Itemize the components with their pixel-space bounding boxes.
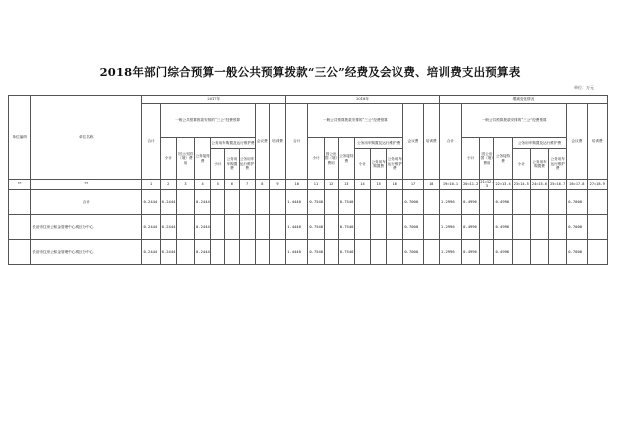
value-cell [549, 189, 567, 214]
value-cell [587, 214, 607, 239]
value-cell [371, 189, 387, 214]
value-cell [387, 214, 403, 239]
value-cell [354, 189, 370, 214]
value-cell: 1.4440 [286, 189, 308, 214]
unit-code-cell [9, 214, 31, 239]
header-abroad: 因公出国（境）费用 [480, 138, 494, 180]
value-cell: 1.4440 [286, 214, 308, 239]
value-cell: 1.2996 [439, 189, 461, 214]
index-cell: 8 [255, 180, 269, 190]
value-cell [530, 214, 548, 239]
index-star: ** [31, 180, 142, 190]
value-cell [176, 239, 194, 264]
header-abroad: 因公出国（境）费用 [176, 138, 194, 180]
value-cell [423, 239, 439, 264]
table-row [9, 239, 608, 264]
header-reception: 公务接待费 [338, 138, 354, 180]
index-cell: 24=15-6 [530, 180, 548, 190]
value-cell: 0.7000 [567, 189, 587, 214]
header-change: 增减变化情况 [439, 96, 607, 104]
header-vehicle-run: 公务用车运行维护费 [387, 149, 403, 180]
value-cell [225, 189, 239, 214]
value-cell [387, 239, 403, 264]
value-cell [371, 214, 387, 239]
unit-name-cell: 合计 [31, 189, 142, 214]
index-cell: 10 [286, 180, 308, 190]
value-cell [225, 239, 239, 264]
value-cell [530, 189, 548, 214]
header-unit-name: 单位名称 [31, 96, 142, 180]
header-subtotal: 小计 [462, 138, 480, 180]
value-cell: 0.4996 [462, 239, 480, 264]
value-cell [480, 214, 494, 239]
value-cell: 0.2444 [142, 189, 160, 214]
header-vehicle: 公务用车购置及运行维护费 [512, 138, 567, 149]
value-cell: 0.2444 [195, 214, 211, 239]
unit-label: 单位：万元 [574, 85, 594, 90]
index-cell: 20=11-2 [462, 180, 480, 190]
value-cell: 1.4440 [286, 239, 308, 264]
index-cell: 23=14-5 [512, 180, 530, 190]
value-cell [587, 189, 607, 214]
index-cell: 5 [211, 180, 225, 190]
header-abroad: 因公出国（境）费用 [324, 138, 338, 180]
value-cell [255, 239, 269, 264]
value-cell: 0.7000 [403, 214, 423, 239]
value-cell: 0.7540 [338, 189, 354, 214]
value-cell [512, 239, 530, 264]
header-2018: 2018年 [286, 96, 440, 104]
header-subtotal: 小计 [160, 138, 176, 180]
value-cell: 0.7540 [308, 214, 324, 239]
value-cell: 0.2444 [160, 214, 176, 239]
value-cell: 0.2444 [160, 189, 176, 214]
value-cell [239, 239, 255, 264]
table-body [9, 189, 608, 264]
header-subtotal: 小计 [354, 149, 370, 180]
value-cell: 0.2444 [142, 239, 160, 264]
value-cell [324, 189, 338, 214]
index-cell: 22=13-4 [494, 180, 512, 190]
value-cell: 0.4996 [494, 214, 512, 239]
value-cell [549, 239, 567, 264]
index-cell: 4 [195, 180, 211, 190]
header-vehicle-run: 公务用车运行维护费 [549, 149, 567, 180]
value-cell [354, 239, 370, 264]
index-cell: 16 [387, 180, 403, 190]
value-cell [225, 214, 239, 239]
header-meeting: 会议费 [567, 104, 587, 180]
value-cell [480, 239, 494, 264]
page-title: 2018年部门综合预算一般公共预算拨款“三公”经费及会议费、培训费支出预算表 [99, 65, 521, 79]
header-2017: 2017年 [142, 96, 286, 104]
value-cell: 0.7540 [338, 214, 354, 239]
header-sub-change: 一般公共预算拨款安排的“三公”经费预算 [462, 104, 567, 138]
value-cell: 0.2444 [160, 239, 176, 264]
value-cell [211, 214, 225, 239]
index-row [9, 180, 608, 190]
value-cell [324, 214, 338, 239]
index-cell: 26=17-8 [567, 180, 587, 190]
value-cell [371, 239, 387, 264]
value-cell: 0.7540 [308, 189, 324, 214]
index-cell: 11 [308, 180, 324, 190]
value-cell [255, 189, 269, 214]
value-cell: 0.4996 [462, 214, 480, 239]
value-cell [423, 214, 439, 239]
index-cell: 9 [269, 180, 285, 190]
value-cell: 0.2444 [142, 214, 160, 239]
value-cell [512, 189, 530, 214]
value-cell [480, 189, 494, 214]
value-cell [512, 214, 530, 239]
index-cell: 13 [338, 180, 354, 190]
value-cell: 0.7540 [338, 239, 354, 264]
index-cell: 25=16-7 [549, 180, 567, 190]
index-cell: 17 [403, 180, 423, 190]
value-cell: 0.7540 [308, 239, 324, 264]
unit-code-cell [9, 189, 31, 214]
header-training: 培训费 [587, 104, 607, 180]
table-row [9, 189, 608, 214]
value-cell: 1.2996 [439, 239, 461, 264]
value-cell [239, 214, 255, 239]
index-cell: 15 [371, 180, 387, 190]
value-cell [211, 239, 225, 264]
value-cell: 1.2996 [439, 214, 461, 239]
header-sub-2017: 一般公共预算拨款安排的“三公”经费预算 [160, 104, 255, 138]
value-cell [354, 214, 370, 239]
header-sub-2018: 一般公共预算拨款安排的“三公”经费预算 [308, 104, 403, 138]
header-training: 培训费 [423, 104, 439, 180]
value-cell: 0.7000 [403, 189, 423, 214]
header-subtotal: 小计 [308, 138, 324, 180]
header-vehicle-purchase: 公务用车购置费 [225, 149, 239, 180]
value-cell [176, 214, 194, 239]
value-cell [387, 189, 403, 214]
unit-code-cell [9, 239, 31, 264]
value-cell [324, 239, 338, 264]
value-cell [587, 239, 607, 264]
value-cell [549, 214, 567, 239]
unit-name-cell: 长治市住房公积金管理中心城区分中心 [31, 239, 142, 264]
header-vehicle: 公务用车购置及运行维护费 [211, 138, 255, 149]
value-cell: 0.7000 [567, 239, 587, 264]
header-meeting: 会议费 [255, 104, 269, 180]
value-cell: 0.2444 [195, 189, 211, 214]
value-cell [269, 214, 285, 239]
budget-table [8, 95, 608, 265]
index-star: ** [9, 180, 31, 190]
table-row [9, 214, 608, 239]
value-cell: 0.4996 [462, 189, 480, 214]
value-cell: 0.4996 [494, 239, 512, 264]
value-cell: 0.7000 [567, 214, 587, 239]
header-unit-code: 单位编码 [9, 96, 31, 180]
value-cell [530, 239, 548, 264]
header-vehicle-purchase: 公务用车购置费 [371, 149, 387, 180]
header-vehicle-purchase: 公务用车购置费 [530, 149, 548, 180]
value-cell [239, 189, 255, 214]
header-total: 合计 [439, 104, 461, 180]
header-vehicle-run: 公务用车运行维护费 [239, 149, 255, 180]
index-cell: 1 [142, 180, 160, 190]
value-cell: 0.4996 [494, 189, 512, 214]
header-total: 合计 [142, 104, 160, 180]
index-cell: 21=12-3 [480, 180, 494, 189]
header-meeting: 会议费 [403, 104, 423, 180]
header-total: 合计 [286, 104, 308, 180]
unit-name-cell: 长治市住房公积金管理中心城区分中心 [31, 214, 142, 239]
value-cell: 0.7000 [403, 239, 423, 264]
header-reception: 公务接待费 [195, 138, 211, 180]
value-cell: 0.2444 [195, 239, 211, 264]
index-cell: 18 [423, 180, 439, 190]
index-cell: 6 [225, 180, 239, 190]
header-subtotal: 小计 [211, 149, 225, 180]
header-vehicle: 公务用车购置及运行维护费 [354, 138, 403, 149]
index-cell: 19=10-1 [439, 180, 461, 190]
header-subtotal: 小计 [512, 149, 530, 180]
index-cell: 27=18-9 [587, 180, 607, 190]
value-cell [176, 189, 194, 214]
header-training: 培训费 [269, 104, 285, 180]
index-cell: 7 [239, 180, 255, 190]
index-cell: 14 [354, 180, 370, 190]
value-cell [211, 189, 225, 214]
index-cell: 3 [176, 180, 194, 190]
value-cell [269, 239, 285, 264]
value-cell [255, 214, 269, 239]
value-cell [423, 189, 439, 214]
index-cell: 2 [160, 180, 176, 190]
index-cell: 12 [324, 180, 338, 190]
value-cell [269, 189, 285, 214]
header-reception: 公务接待费 [494, 138, 512, 180]
